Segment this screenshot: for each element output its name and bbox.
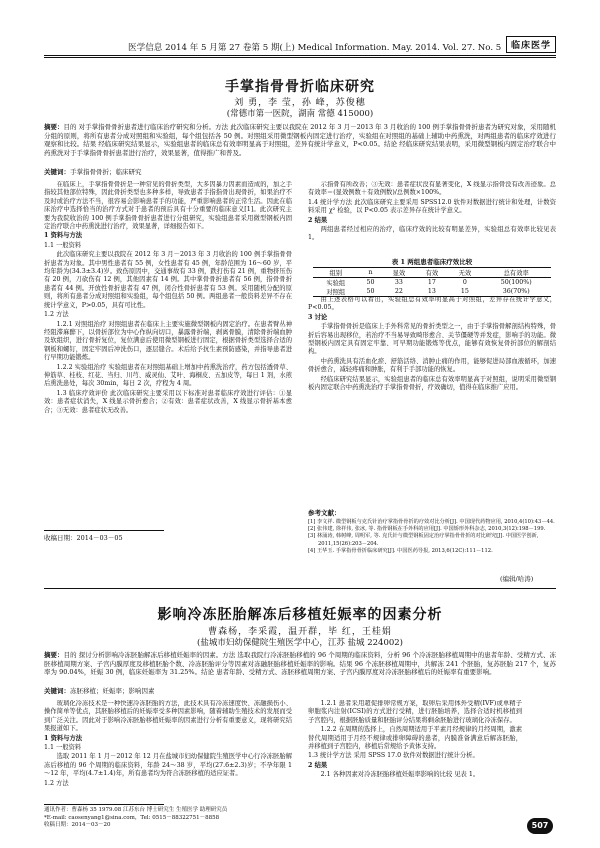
- results-table: [313, 267, 551, 297]
- running-head: 医学信息 2014 年 5 月第 27 卷第 5 期(上) Medical Information. May. 2014. Vol. 27. No. 5: [128, 43, 502, 53]
- section-heading: 1.4 统计学方法 此次临床研究主要采用 SPSS12.0 软件对数据进行统计和处理，计数资料采用 χ² 检验，以 P<0.05 表示差异存在统计学意义。: [308, 198, 556, 215]
- article-title: 手掌指骨骨折临床研究: [225, 79, 375, 95]
- footnote-rule: [44, 530, 164, 531]
- footnote-line: *E-mail: caosenyang1@sina.com，Tel: 0515－88322751－8858: [44, 814, 220, 821]
- article2-title: 影响冷冻胚胎解冻后移植妊娠率的因素分析: [157, 607, 443, 623]
- reference-item: [1] 李文祥. 微型钢板与克氏针治疗掌指骨骨折的疗效对比分析[J]. 中国现代药物应用, 2010,4(10):43－44.: [308, 519, 555, 525]
- paragraph: 手掌指骨骨折是临床上手外科常见的骨折类型之一，由于手掌指骨解剖结构特殊，骨折后容易出现移位，若治疗不当易导致畸形愈合、关节僵硬等并发症，影响手的功能。微型钢板内固定具有固定牢靠、可早期功能锻炼等优点，能够有效恢复骨折部位的解剖结构。: [308, 323, 556, 356]
- header-rule-thin: [44, 57, 556, 58]
- paragraph: 1.2.2 实验组治疗 实验组患者在对照组基础上增加中药熏洗治疗，药方包括透骨草、伸筋草、桂枝、红花、当归、川芎、威灵仙、艾叶、海桐皮、五加皮等，每日 1 剂，水煎后熏洗患处，每次 30min，每日 2 次，疗程为 4 周。: [44, 363, 292, 388]
- table-header-cell: 无效: [458, 270, 472, 277]
- table-header-cell: 有效: [425, 270, 439, 277]
- article-affiliation: (常德市第一医院，湖南 常德 415000): [226, 109, 374, 119]
- article2-column-left: [44, 700, 292, 802]
- section-heading: 3 讨论: [308, 313, 328, 321]
- table-cell: 36(70%): [502, 288, 530, 295]
- section-heading: 1.3 统计学方法 采用 SPSS 17.0 软件对数据进行统计分析。: [308, 752, 479, 760]
- paragraph: 1.2.2 在周期的选择上，自然周期适用于平素月经规律的月经周期，激素替代周期适用于月经不规律或排卵障碍的患者，内膜准备满意后解冻胚胎，并移植到子宫腔内，移植后常规给予黄体支持。: [308, 726, 522, 751]
- section-heading: 2 结果: [308, 216, 328, 224]
- article2-abstract: [44, 651, 556, 677]
- received-date: 收稿日期：2014－03－05: [44, 534, 123, 542]
- section-heading: 2 结果: [308, 761, 328, 769]
- table-cell: 17: [427, 279, 436, 286]
- table-cell: 50: [366, 279, 375, 286]
- article2-authors: 曹森杨，李采霞，温开群，毕 红，王桂娟: [208, 627, 392, 637]
- abstract-label: 摘要：: [44, 123, 64, 131]
- body-column-right-lower: [308, 296, 556, 504]
- abstract: [44, 123, 556, 157]
- article2-keywords-text: 冻胚移植；妊娠率；影响因素: [70, 687, 155, 695]
- paragraph: 由上述表格可以看出，实验组总有效率明显高于对照组，差异存在统计学意义，P<0.05。: [308, 296, 556, 312]
- table-caption: 表 1 两组患者临床疗效比较: [391, 258, 473, 266]
- body-column-right: [308, 181, 556, 256]
- paragraph: 1.3 临床疗效评价 此次临床研究主要采用以下标准对患者临床疗效进行评估：①显效：患者症状消失，X 线显示骨折愈合；②有效：患者症状改善，X 线显示骨折基本愈合；③无效：患者症状无改善。: [44, 389, 292, 414]
- keywords-label: 关键词：: [44, 168, 70, 176]
- table-header-cell: n: [368, 269, 373, 276]
- article2-keywords-label: 关键词：: [44, 687, 70, 695]
- table-cell: 50: [366, 288, 375, 295]
- table-header-cell: 组别: [329, 270, 343, 277]
- paragraph: 在临床上，手掌指骨骨折是一种常见的骨折类型，大多因暴力因素而造成的，加之手指较其他部位特殊，因此骨折类型也多种多样，导致患者手指指骨出现骨折，如果治疗不及时或治疗方法不当，很容易会影响患者手的功能，严重影响患者的正常生活。因此在临床治疗中选择恰当的治疗方式对于患者的预后具有十分重要的临床意义[1]。此次研究主要为我院收治的 100 例手掌指骨骨折患者进行分组研究，实验组患者采用微型钢板内固定治疗联合中药熏洗进行治疗，效果显著，详细报告如下。: [44, 181, 292, 231]
- article2-footnote: [44, 807, 292, 830]
- paragraph: 玻璃化冷冻技术是一种快速冷冻胚胎的方法，此技术具有冷冻速度快、冻融损伤小、操作简单等优点，其胚胎移植后的妊娠率受多种因素影响，随着辅助生殖技术的发展而受到广泛关注。因此对于影响冷冻胚胎移植妊娠率的因素进行分析有重要意义，现将研究结果报道如下。: [44, 700, 292, 733]
- editor-note: (编辑/哈涛): [500, 575, 534, 583]
- references-list: [308, 519, 556, 555]
- section-heading: 1 资料与方法: [44, 734, 83, 742]
- paragraph: 2.1 各种因素对冷冻胚胎移植妊娠率影响的比较 见表 1。: [320, 771, 480, 779]
- body-column-left: [44, 181, 292, 529]
- reference-item: [3] 林涌涛, 韩树峰, 周明军, 等. 克氏针与微型钢板固定治疗掌指骨骨折的对比研究[J]. 中国医学创新, 2011,15(26):203－204.: [308, 533, 539, 547]
- section-label: 临床医学: [506, 36, 556, 53]
- paragraph: 选取 2011 年 1 月－2012 年 12 月在盐城市妇幼保健院生殖医学中心行冷冻胚胎解冻后移植的 96 个周期的临床资料，年龄 24～38 岁，平均(27.6±2.3)岁；不孕年限 1～12 年，平均(4.7±1.4)年，所有患者均为符合冻胚移植的适应证者。: [44, 753, 292, 778]
- section-heading: 1.1 一般资料: [44, 241, 82, 249]
- article2-abstract-text: 目的 探讨分析影响冷冻胚胎解冻后移植妊娠率的因素。方法 选取我院行冷冻胚胎移植的 96 个周期的临床资料，分析 96 个冷冻胚胎移植周期中的患者年龄、受精方式、冻胚移植周期方案、子宫内膜厚度及移植胚胎个数、冷冻胚胎评分等因素对冻融胚胎移植妊娠率的影响。结果 96 个冻胚移植周期中，共解冻 241 个胚胎，复苏胚胎 217 个，复苏率为 90.04%，妊娠 30 例，临床妊娠率为 31.25%。结论 患者年龄、受精方式、冻胚移植周期方案、子宫内膜厚度对冷冻胚胎移植后的妊娠率有重要影响。: [44, 651, 556, 677]
- article2-affiliation: (盐城市妇幼保健院生殖医学中心，江苏 盐城 224002): [197, 638, 403, 648]
- section-heading: 1.1 一般资料: [44, 744, 82, 752]
- section-heading: 1.2 方法: [44, 779, 69, 787]
- paragraph: 1.2.1 对照组治疗 对照组患者在临床上主要实施微型钢板内固定治疗。在患者臂丛神经阻滞麻醉下，以骨折部位为中心作纵向切口，暴露骨折端，剥离骨膜，清除骨折端血肿及软组织，进行骨折复位，复位满意后使用微型钢板进行固定，根据骨折类型选择合适的钢板和螺钉，固定牢固后冲洗伤口，逐层缝合。术后给予抗生素预防感染，并指导患者进行早期功能锻炼。: [44, 320, 292, 362]
- paragraph: 中药熏洗具有活血化瘀、舒筋活络、消肿止痛的作用，能够促进局部血液循环，加速骨折愈合，减轻疼痛和肿胀，有利于手部功能的恢复。: [308, 357, 556, 374]
- table-cell: 15: [460, 288, 469, 295]
- section-heading: 1 资料与方法: [44, 232, 83, 240]
- table-row: [313, 278, 551, 288]
- table-cell: 0: [462, 279, 467, 286]
- table-header-cell: 显效: [392, 270, 406, 277]
- keywords-text: 手掌指骨骨折；临床研究: [70, 168, 142, 176]
- table-cell: 22: [394, 288, 403, 295]
- paragraph: 此次临床研究主要以我院在 2012 年 3 月－2013 年 3 月收治的 100 例手掌指骨骨折患者为对象。其中男性患者有 55 例，女性患者有 45 例，年龄范围为 16～60 岁，平均年龄为(34.3±3.4)岁。致伤原因中，交通事故有 33 例，跌打伤有 21 例，重物挤压伤有 20 例，刀砍伤有 12 例，其他因素有 14 例。其中掌骨骨折患者有 56 例，指骨骨折患者有 44 例。开放性骨折患者有 47 例，闭合性骨折患者有 53 例。采用随机分配的原则，将所有患者分成对照组和实验组，每个组包括 50 例。两组患者一般资料差异不存在统计学意义，P>0.05，具有可比性。: [44, 251, 292, 309]
- results-table-wrap: [313, 267, 551, 297]
- paragraph: 1.2.1 患者采用超促排卵常规方案，取卵后采用体外受精(IVF)或单精子卵胞浆内注射(ICSI)的方式进行受精，进行胚胎培养，选择合适时机移植到子宫腔内，根据胚胎质量和胚胎评分结果将剩余胚胎进行玻璃化冷冻保存。: [308, 700, 522, 724]
- article2-keywords: [44, 687, 556, 696]
- reference-item: [4] 王华玉. 手掌指骨骨折临床研究[J]. 中国医药导报, 2013,6(12C):111－112.: [308, 547, 493, 554]
- section-heading: 1.2 方法: [44, 311, 69, 319]
- table-cell: 50(100%): [500, 279, 532, 286]
- abstract-text: 目的 对手掌指骨骨折患者进行临床治疗研究和分析。方法 此次临床研究主要以我院在 2012 年 3 月－2013 年 3 月收治的 100 例手掌指骨骨折患者为研究对象，采用随机分组的原则，将所有患者分成对照组和实验组，每个组包括各 50 例。对照组采用微型钢板内固定进行治疗，实验组在对照组的基础上辅助中药熏洗，对两组患者的临床疗效进行观察和比较。结果 经临床研究结果显示，实验组患者的临床总有效率明显高于对照组，差异有统计学意义，P<0.05。结论 经临床研究结果表明，采用微型钢板内固定治疗联合中药熏洗对于手掌指骨骨折患者进行治疗，效果显著，值得推广和普及。: [44, 123, 556, 157]
- reference-item: [2] 张伟建, 徐祥伟, 张冰, 等. 指骨钢板在手外科的应用[J]. 中国矫形外科杂志, 2010,3(12):198－199.: [308, 526, 546, 533]
- table-cell: 13: [427, 288, 436, 295]
- paragraph: 经临床研究结果显示，实验组患者的临床总有效率明显高于对照组，说明采用微型钢板内固定联合中药熏洗治疗手掌指骨骨折，疗效确切，值得在临床推广应用。: [308, 375, 556, 392]
- article2-footnote-rule: [44, 804, 164, 805]
- page-number: 507: [527, 818, 553, 834]
- article-authors: 刘 勇，李 莹，孙 峰，苏俊穗: [234, 98, 366, 108]
- header-rule: [44, 55, 556, 56]
- footnote-line: 通讯作者：曹森杨 35 1979.08 江苏东台 博士研究生 生殖医学 助理研究员: [44, 807, 228, 813]
- keywords: [44, 168, 556, 177]
- article2-abstract-label: 摘要：: [44, 651, 64, 659]
- footnote-line: 收稿日期：2014－03－20: [44, 822, 111, 828]
- table-cell: 33: [394, 279, 403, 286]
- table-header-cell: 总有效率: [503, 270, 529, 277]
- paragraph: 两组患者经过相应的治疗，临床疗效的比较有明显差异，实验组总有效率比较见表 1。: [308, 226, 556, 242]
- paragraph: 示指骨有所改善；③无效：患者症状没有显著变化，X 线显示指骨没有改善迹象。总有效率＝(显效例数＋有效例数)/总例数×100%。: [308, 181, 556, 197]
- table-cell: 实验组: [326, 280, 346, 287]
- references-heading: 参考文献：: [308, 509, 341, 517]
- article2-column-right: [308, 700, 522, 828]
- article-divider: [44, 588, 556, 589]
- table-cell: 对照组: [326, 289, 346, 296]
